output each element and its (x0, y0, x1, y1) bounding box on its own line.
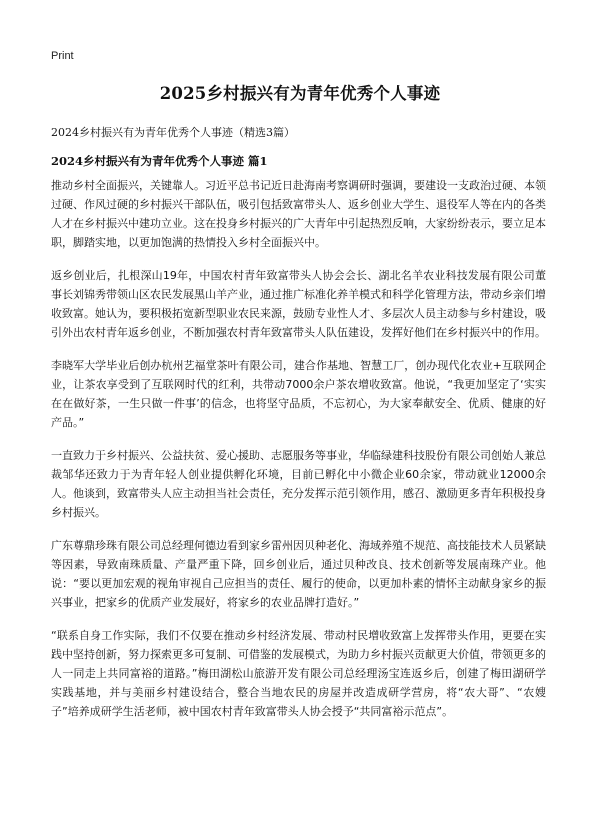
section-heading: 2024乡村振兴有为青年优秀个人事迹 篇1 (51, 154, 268, 168)
body-paragraph: “联系自身工作实际，我们不仅要在推动乡村经济发展、带动村民增收致富上发挥带头作用，更要在实践中坚持创新，努力探索更多可复制、可借鉴的发展模式，为助力乡村振兴贡献更大价值，带领更多的人一同走上共同富裕的道路。”梅田湖松山旅游开发有限公司总经理汤宝连返乡后，创建了梅田湖研学实践基地，并与美丽乡村建设结合，整合当地农民的房屋并改造成研学营房，将“农大哥”、“农嫂子”培养成研学生活老师，被中国农村青年致富带头人协会授予“共同富裕示范点”。 (51, 629, 546, 718)
body-paragraph: 返乡创业后，扎根深山19年，中国农村青年致富带头人协会会长、湖北名羊农业科技发展有限公司董事长刘锦秀带领山区农民发展黑山羊产业，通过推广标准化养羊模式和科学化管理方法，带动乡亲们增收致富。她认为，要积极拓宽新型职业农民来源，鼓励专业性人才、多层次人员主动参与乡村建设，吸引外出农村青年返乡创业，不断加强农村青年致富带头人队伍建设，发挥好他们在乡村振兴中的作用。 (51, 269, 546, 339)
body-paragraph: 推动乡村全面振兴，关键靠人。习近平总书记近日赴海南考察调研时强调，要建设一支政治过硬、本领过硬、作风过硬的乡村振兴干部队伍，吸引包括致富带头人、返乡创业大学生、退役军人等在内的各类人才在乡村振兴中建功立业。这在投身乡村振兴的广大青年中引起热烈反响，大家纷纷表示，要立足本职，脚踏实地，以更加饱满的热情投入乡村全面振兴中。 (51, 179, 546, 249)
body-paragraph: 广东尊鼎珍珠有限公司总经理何德边看到家乡雷州因贝种老化、海域养殖不规范、高技能技术人员紧缺等因素，导致南珠质量、产量严重下降，回乡创业后，通过贝种改良、技术创新等发展南珠产业。他说：“要以更加宏观的视角审视自己应担当的责任、履行的使命，以更加朴素的情怀主动献身家乡的振兴事业，把家乡的优质产业发展好，将家乡的农业品牌打造好。” (51, 539, 546, 609)
print-link[interactable]: Print (51, 50, 74, 62)
document-subtitle: 2024乡村振兴有为青年优秀个人事迹（精选3篇） (51, 126, 295, 139)
body-paragraph: 李晓军大学毕业后创办杭州艺福堂茶叶有限公司，建合作基地、智慧工厂，创办现代化农业+互联网企业，让茶农享受到了互联网时代的红利，共带动7000余户茶农增收致富。他说，“我更加坚定了‘实实在在做好茶，一生只做一件事’的信念，也将坚守品质，不忘初心，为大家奉献安全、优质、健康的好产品。” (51, 359, 546, 429)
body-paragraph: 一直致力于乡村振兴、公益扶贫、爱心援助、志愿服务等事业，华临绿建科技股份有限公司创始人兼总裁邹华还致力于为青年轻人创业提供孵化环境，目前已孵化中小微企业60余家，带动就业12000余人。他谈到，致富带头人应主动担当社会责任，充分发挥示范引领作用，感召、激励更多青年积极投身乡村振兴。 (51, 449, 546, 519)
document-title: 2025乡村振兴有为青年优秀个人事迹 (159, 84, 441, 103)
document-body (51, 176, 546, 735)
